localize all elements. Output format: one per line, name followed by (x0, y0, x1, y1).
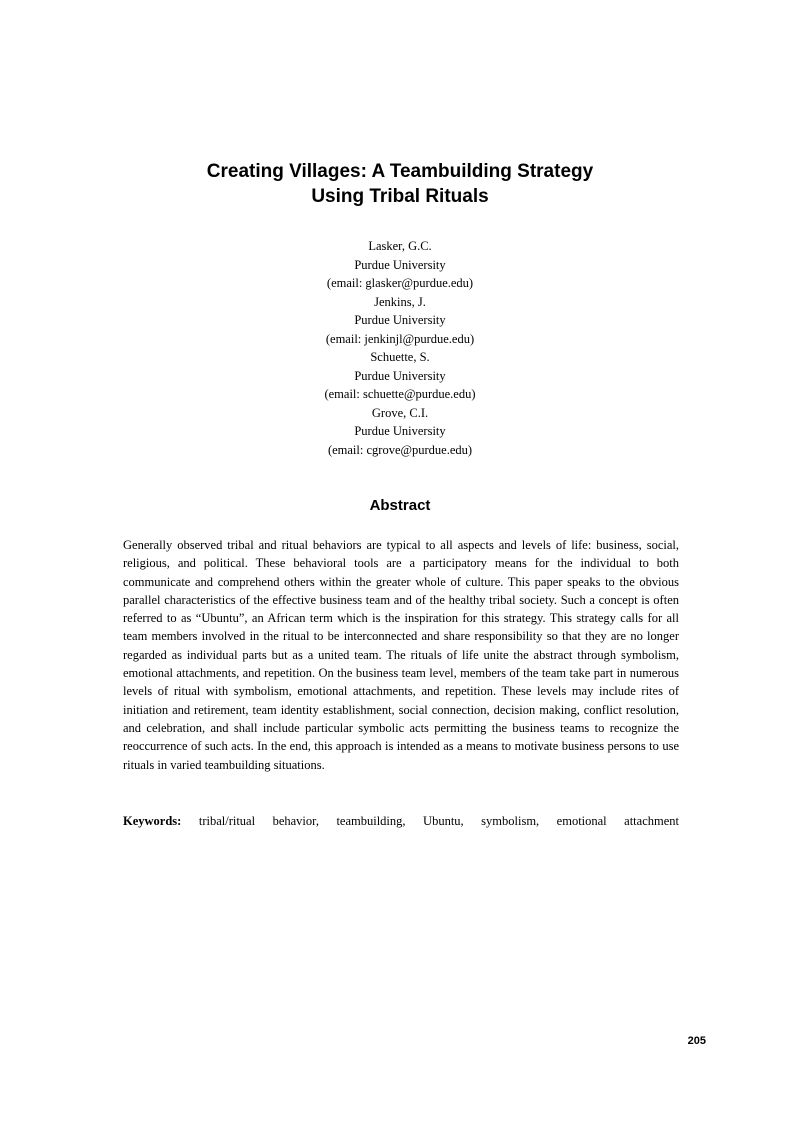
author-block (100, 404, 700, 460)
author-affiliation: Purdue University (354, 313, 446, 327)
author-list (100, 237, 700, 459)
author-name: Lasker, G.C. (368, 239, 432, 253)
author-email: (email: glasker@purdue.edu) (326, 276, 474, 290)
author-name: Grove, C.I. (371, 405, 429, 420)
author-block (100, 348, 700, 404)
author-block (100, 293, 700, 349)
author-email: (email: schuette@purdue.edu) (324, 387, 476, 401)
author-affiliation: Purdue University (354, 368, 446, 383)
author-name: Jenkins, J. (374, 294, 426, 309)
keywords-text: tribal/ritual behavior, teambuilding, Ubuntu, symbolism, emotional attachment (198, 814, 679, 828)
paper-title (100, 159, 700, 209)
author-affiliation: Purdue University (354, 424, 446, 438)
author-name: Schuette, S. (370, 350, 430, 364)
keywords (123, 812, 679, 830)
abstract-body: Generally observed tribal and ritual behaviors are typical to all aspects and levels of life: business, social, religious, and political. These behavioral tools are a participatory means for the individual to both communicate and comprehend others within the greater whole of culture. This paper speaks to the obvious parallel characteristics of the effective business team and of the healthy tribal society. Such a concept is often referred to as “Ubuntu”, an African term which is the inspiration for this strategy. This strategy calls for all team members involved in the ritual to be interconnected and share responsibility so that they are no longer regarded as individual parts but as a united team. The rituals of life unite the abstract through symbolism, emotional attachments, and repetition. On the business team level, members of the team take part in numerous levels of ritual with symbolism, emotional attachments, and repetition. These levels may include rites of initiation and retirement, team identity establishment, social connection, decision making, conflict resolution, and celebration, and shall include particular symbolic acts permitting the business teams to recognize the reoccurrence of such acts. In the end, this approach is intended as a means to motivate business persons to use rituals in varied teambuilding situations. (123, 538, 679, 772)
abstract-heading: Abstract (369, 497, 431, 514)
author-email: (email: cgrove@purdue.edu) (327, 442, 473, 457)
author-block (100, 237, 700, 293)
keywords-label: Keywords: (123, 814, 182, 828)
title-line-2: Using Tribal Rituals (311, 186, 489, 207)
author-affiliation: Purdue University (354, 257, 446, 272)
title-line-1: Creating Villages: A Teambuilding Strategy (206, 161, 594, 182)
page-number: 205 (687, 1035, 706, 1047)
author-email: (email: jenkinjl@purdue.edu) (325, 331, 475, 346)
